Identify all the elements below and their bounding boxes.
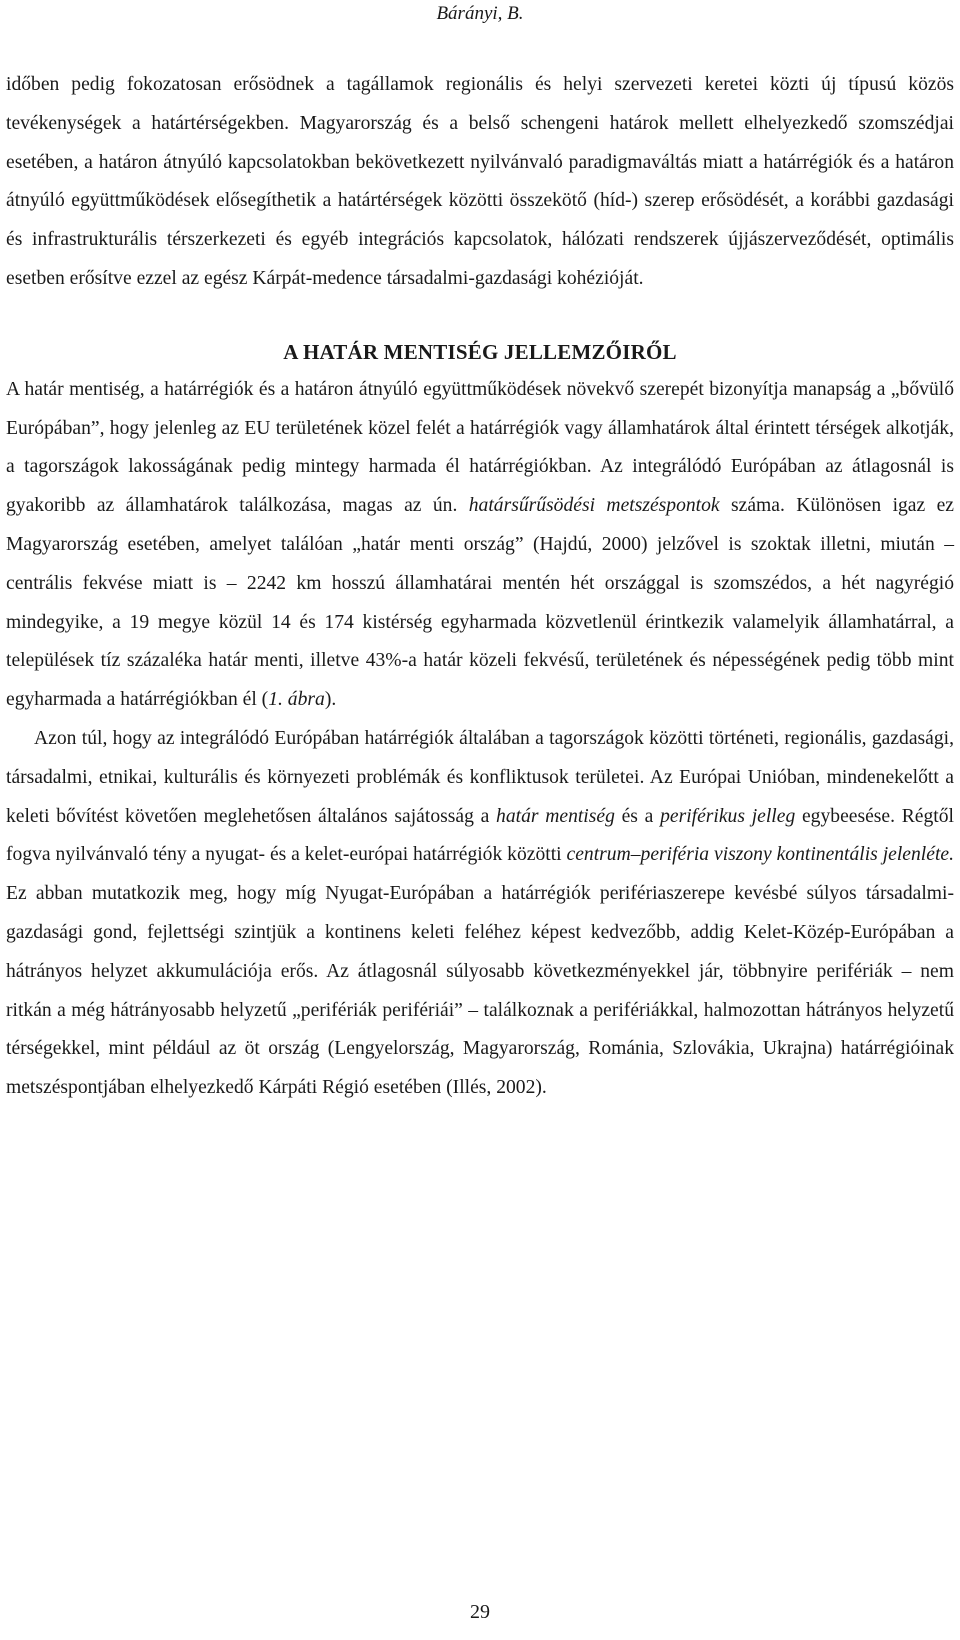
emphasis-text: periférikus jelleg xyxy=(660,805,796,827)
paragraph-text: Azon túl, hogy az integrálódó Európában határrégiók általában a tagországok közötti történeti, regionális, gazdasági, társadalmi, etnikai, kulturális és környezeti problémák és konfliktusok területei. Az Európai Unióban, mindenekelőtt a keleti bővítést követően meglehetősen általános sajátosság a xyxy=(6,727,954,827)
page-number: 29 xyxy=(470,1601,490,1623)
paragraph-intro: időben pedig fokozatosan erősödnek a tagállamok regionális és helyi szervezeti keretei közti új típusú közös tevékenységek a határtérségekben. Magyarország és a belső schengeni határok mellett elhelyezkedő szomszédjai esetében, a határon átnyúló kapcsolatokban bekövetkezett nyilvánvaló paradigmaváltás miatt a határrégiók és a határon átnyúló együttműködések elősegíthetik a határtérségek közötti összekötő (híd-) szerep erősödését, a korábbi gazdasági és infrastrukturális térszerkezeti és egyéb integrációs kapcsolatok, hálózati rendszerek újjászerveződését, optimális esetben erősítve ezzel az egész Kárpát-medence társadalmi-gazdasági kohézióját. xyxy=(6,74,954,289)
paragraph-text: száma. Különösen igaz ez Magyarország esetében, amelyet találóan „határ menti ország” (Hajdú, 2000) jelzővel is szoktak illetni, miután – centrális fekvése miatt is – 2242 km hosszú államhatárai mentén hét országgal is szomszédos, a hét nagyrégió mindegyike, a 19 megye közül 14 és 174 kistérség egyharmada közvetlenül érintkezik valamelyik államhatárral, a települések tíz százaléka határ menti, illetve 43%-a határ közeli fekvésű, területének és népességének pedig több mint egyharmada a határrégiókban él ( xyxy=(6,495,954,711)
paragraph-text: Ez abban mutatkozik meg, hogy míg Nyugat-Európában a határrégiók perifériaszerepe kevésbé súlyos társadalmi-gazdasági gond, fejlettségi szintjük a kontinens keleti feléhez képest kedvezőbb, addig Kelet-Közép-Európában a hátrányos helyzet akkumulációja erős. Az átlagosnál súlyosabb következményekkel jár, többnyire perifériák – nem ritkán a még hátrányosabb helyzetű „perifériák perifériái” – találkoznak a perifériákkal, halmozottan hátrányos helyzetű térségekkel, mint például az öt ország (Lengyelország, Magyarország, Románia, Szlovákia, Ukrajna) határrégióinak metszéspontjában elhelyezkedő Kárpáti Régió esetében (Illés, 2002). xyxy=(6,883,954,1099)
paragraph-border-regions xyxy=(6,371,954,720)
emphasis-text: határ mentiség xyxy=(496,805,615,827)
paragraph-text: ). xyxy=(324,689,337,711)
emphasis-text: határsűrűsödési metszéspontok xyxy=(468,495,720,517)
paragraph-text: és a xyxy=(614,805,661,827)
paragraph-text: egybeesése. Régtől fogva nyilvánvaló tény a nyugat- és a kelet-európai határrégiók közötti xyxy=(6,805,954,866)
running-head: Bárányi, B. xyxy=(436,3,524,24)
emphasis-text: centrum–periféria viszony kontinentális jelenléte. xyxy=(566,844,954,866)
figure-reference: 1. ábra xyxy=(268,689,325,711)
section-heading: A HATÁR MENTISÉG JELLEMZŐIRŐL xyxy=(283,339,677,364)
paragraph-text: A határ mentiség, a határrégiók és a határon átnyúló együttműködések növekvő szerepét bizonyítja manapság a „bővülő Európában”, hogy jelenleg az EU területének közel felét a határrégiók vagy államhatárok által érintett térségek alkotják, a tagországok lakosságának pedig mintegy harmada él határrégiókban. Az integrálódó Európában az átlagosnál is gyakoribb az államhatárok találkozása, magas az ún. xyxy=(6,378,954,517)
paragraph-periphery xyxy=(6,720,954,1108)
page-body xyxy=(6,66,954,1108)
